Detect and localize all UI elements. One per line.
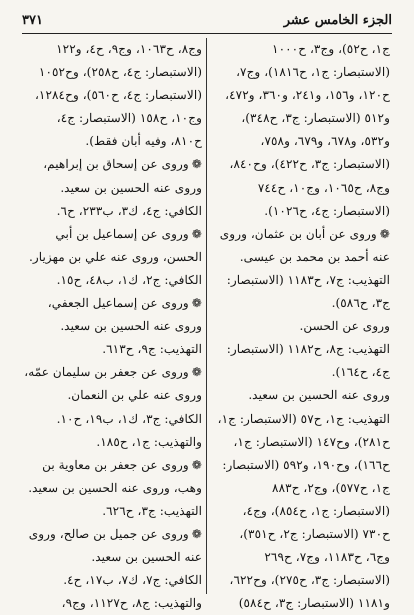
text-line	[20, 61, 202, 84]
line-text: وروى عن جعفر بن معاوية بن	[42, 457, 189, 472]
text-line	[20, 292, 202, 315]
text-line	[20, 200, 202, 223]
text-line	[20, 523, 202, 546]
line-text: وهب، وروى عنه الحسين بن سعيد.	[28, 480, 202, 495]
text-line	[208, 315, 390, 338]
line-text: ج١، ح٥٧٧)، وج٢، ح٨٨٣	[272, 480, 390, 495]
text-line	[208, 500, 390, 523]
text-line	[208, 431, 390, 454]
line-text: التهذيب: ج٣، ح٦٢٦.	[102, 503, 202, 518]
line-text: ج١، ح٥٢)، وج٣، ح١٠٠٠	[272, 42, 390, 56]
line-text: التهذيب: ج٧، ح١١٨٣ (الاستبصار:	[226, 272, 390, 287]
text-line	[208, 592, 390, 615]
line-text: (الاستبصار: ج٣، ح٢٧٥)، وح٦٢٢،	[229, 573, 390, 588]
line-text: وج٨، ح١٠٦٣، وج٩، ح٤، و١٢٢	[56, 42, 202, 56]
entry-marker-icon: ❁	[191, 157, 202, 172]
line-text: وج٨، ح١٠٦٥، وج١٠، ح٧٤٤	[257, 180, 390, 195]
text-line	[20, 177, 202, 200]
line-text: ح٢٨١)، وح١٤٧ (الاستبصار: ج١،	[233, 434, 390, 449]
text-line	[20, 246, 202, 269]
line-text: وروى عن جميل بن صالح، وروى	[28, 526, 189, 541]
line-text: (الاستبصار: ج٤، ح٥٦٠)، وح١٢٨٤،	[34, 88, 202, 103]
line-text: (الاستبصار: ج٣، ح٤٢٢)، وح٨٤٠،	[229, 157, 390, 172]
line-text: والتهذيب: ج٨، ح١١٢٧، وج٩،	[61, 596, 202, 611]
line-text: عنه أحمد بن محمد بن عيسى.	[239, 249, 390, 264]
text-line	[208, 200, 390, 223]
text-line	[208, 292, 390, 315]
line-text: الحسن، وروى عنه علي بن مهزيار.	[29, 249, 202, 264]
entry-marker-icon: ❁	[191, 526, 202, 541]
text-line	[208, 107, 390, 130]
line-text: الكافي: ج٤، ك٣، ب٢٣٣، ح٦.	[56, 203, 202, 218]
text-line	[208, 477, 390, 500]
line-text: التهذيب: ج٩، ح٦١٣.	[102, 342, 202, 357]
text-line	[20, 477, 202, 500]
entry-marker-icon: ❁	[191, 296, 202, 311]
line-text: وروى عن أبان بن عثمان، وروى	[219, 226, 377, 241]
entry-marker-icon: ❁	[379, 226, 390, 241]
line-text: و٥١٢ (الاستبصار: ج٣، ح٣٤٨)،	[241, 111, 390, 126]
column-divider	[206, 38, 207, 594]
line-text: ح١٦٦)، وح١٩٠، و٥٩٢ (الاستبصار:	[222, 457, 390, 472]
text-line	[20, 361, 202, 384]
text-line	[208, 546, 390, 569]
line-text: الكافي: ج٢، ك١، ب٤٨، ح١٥.	[56, 272, 202, 287]
text-line	[20, 153, 202, 176]
line-text: (الاستبصار: ج١، ح١٨١٦)، وج٧،	[236, 65, 390, 80]
text-line	[208, 269, 390, 292]
text-line	[208, 153, 390, 176]
text-line	[208, 84, 390, 107]
line-text: وروى عنه الحسين بن سعيد.	[60, 180, 202, 195]
line-text: وروى عن الحسن.	[299, 319, 390, 334]
text-line	[208, 384, 390, 407]
line-text: (الاستبصار: ج٤، ح١٠٢٦).	[264, 203, 390, 218]
line-text: (الاستبصار: ج١، ح٨٥٤)، وج٤،	[242, 503, 390, 518]
text-line	[20, 454, 202, 477]
text-line	[208, 246, 390, 269]
text-line	[20, 500, 202, 523]
line-text: و٥٣٢، و٦٧٨، و٦٧٩، و٧٥٨،	[260, 134, 390, 149]
line-text: وروى عنه الحسين بن سعيد.	[248, 388, 390, 403]
right-column	[208, 38, 390, 615]
line-text: وج١٠، ح١٥٨ (الاستبصار: ج٤،	[56, 111, 202, 126]
entry-marker-icon: ❁	[191, 365, 202, 380]
line-text: ح٨١٠، وفيه أبان فقط).	[85, 134, 202, 149]
text-line	[20, 431, 202, 454]
line-text: الكافي: ج٧، ك٧، ب١٧، ح٤.	[63, 573, 202, 588]
text-line	[20, 84, 202, 107]
line-text: وروى عن جعفر بن سليمان عمّه،	[24, 365, 189, 380]
left-column	[20, 38, 202, 615]
header-rule	[22, 33, 392, 34]
running-header	[22, 8, 392, 32]
line-text: (الاستبصار: ج٤، ح٢٥٨)، وح١٠٥٢	[38, 65, 202, 80]
line-text: وج٦، ح١١٨٣، وج٧، ح٢٦٩	[264, 550, 390, 565]
entry-marker-icon: ❁	[191, 457, 202, 472]
text-line	[208, 361, 390, 384]
text-line	[208, 523, 390, 546]
text-line	[20, 338, 202, 361]
text-line	[20, 592, 202, 615]
text-line	[20, 315, 202, 338]
text-line	[20, 269, 202, 292]
entry-marker-icon: ❁	[191, 226, 202, 241]
line-text: وروى عن إسماعيل الجعفي،	[47, 296, 189, 311]
text-line	[208, 569, 390, 592]
line-text: ح١٢٠، و١٥٦، و٢٤١، و٣٦٠، و٤٧٢،	[225, 88, 390, 103]
text-line	[20, 130, 202, 153]
line-text: عنه الحسين بن سعيد.	[91, 550, 202, 565]
text-line	[20, 107, 202, 130]
text-line	[20, 38, 202, 61]
text-line	[20, 569, 202, 592]
line-text: ج٤، ح١٦٤).	[331, 365, 390, 380]
line-text: وروى عنه علي بن النعمان.	[67, 388, 202, 403]
page-number: ٣٧١	[22, 12, 43, 28]
line-text: وروى عن إسماعيل بن أبي	[55, 226, 189, 241]
line-text: التهذيب: ج١، ح٥٧ (الاستبصار: ج١،	[217, 411, 390, 426]
text-line	[20, 408, 202, 431]
text-line	[208, 408, 390, 431]
text-line	[208, 38, 390, 61]
line-text: ج٣، ح٥٨٦).	[331, 296, 390, 311]
text-line	[208, 130, 390, 153]
line-text: و١١٨١ (الاستبصار: ج٣، ح٥٨٤)	[238, 596, 390, 611]
line-text: والتهذيب: ج١، ح١٨٥.	[96, 434, 202, 449]
text-line	[208, 61, 390, 84]
line-text: وروى عنه الحسين بن سعيد.	[60, 319, 202, 334]
text-line	[208, 454, 390, 477]
line-text: وروى عن إسحاق بن إبراهيم،	[43, 157, 189, 172]
line-text: الكافي: ج٣، ك١، ب١٩، ح١٠.	[56, 411, 202, 426]
text-line	[208, 223, 390, 246]
text-line	[20, 223, 202, 246]
text-line	[208, 338, 390, 361]
line-text: ح٧٣٠ (الاستبصار: ج٢، ح٣٥١)،	[239, 526, 390, 541]
text-line	[20, 546, 202, 569]
chapter-title: الجزء الخامس عشر	[283, 12, 392, 28]
line-text: التهذيب: ج٨، ح١١٨٢ (الاستبصار:	[226, 342, 390, 357]
text-line	[208, 177, 390, 200]
text-line	[20, 384, 202, 407]
